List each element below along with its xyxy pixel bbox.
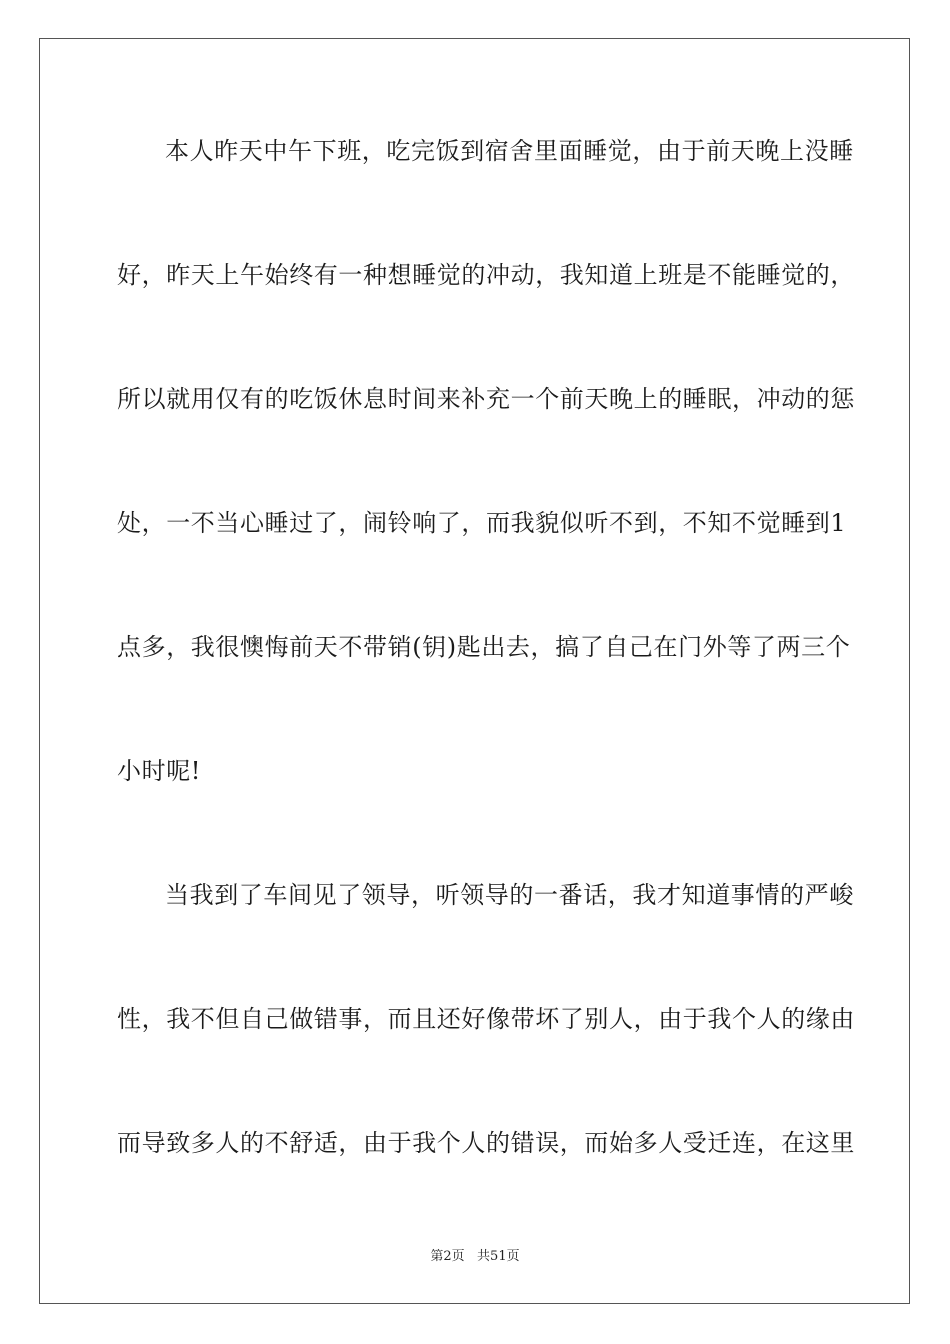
paragraph-line: 所以就用仅有的吃饭休息时间来补充一个前天晚上的睡眠，冲动的惩 (117, 385, 855, 413)
paragraph-line: 处，一不当心睡过了，闹铃响了，而我貌似听不到，不知不觉睡到1 (117, 509, 847, 537)
paragraph-line: 好，昨天上午始终有一种想睡觉的冲动，我知道上班是不能睡觉的， (117, 261, 855, 289)
paragraph-line: 性，我不但自己做错事，而且还好像带坏了别人，由于我个人的缘由 (117, 1005, 855, 1033)
paragraph-line: 点多，我很懊悔前天不带销(钥)匙出去，搞了自己在门外等了两三个 (117, 633, 851, 661)
paragraph-line: 而导致多人的不舒适，由于我个人的错误，而始多人受迁连，在这里 (117, 1129, 855, 1157)
paragraph-line: 当我到了车间见了领导，听领导的一番话，我才知道事情的严峻 (165, 881, 854, 909)
paragraph-line: 本人昨天中午下班，吃完饭到宿舍里面睡觉，由于前天晚上没睡 (165, 137, 854, 165)
paragraph-line: 小时呢! (117, 757, 202, 785)
page-number-footer: 第2页 共51页 (430, 1249, 520, 1264)
document-body (117, 127, 855, 1243)
